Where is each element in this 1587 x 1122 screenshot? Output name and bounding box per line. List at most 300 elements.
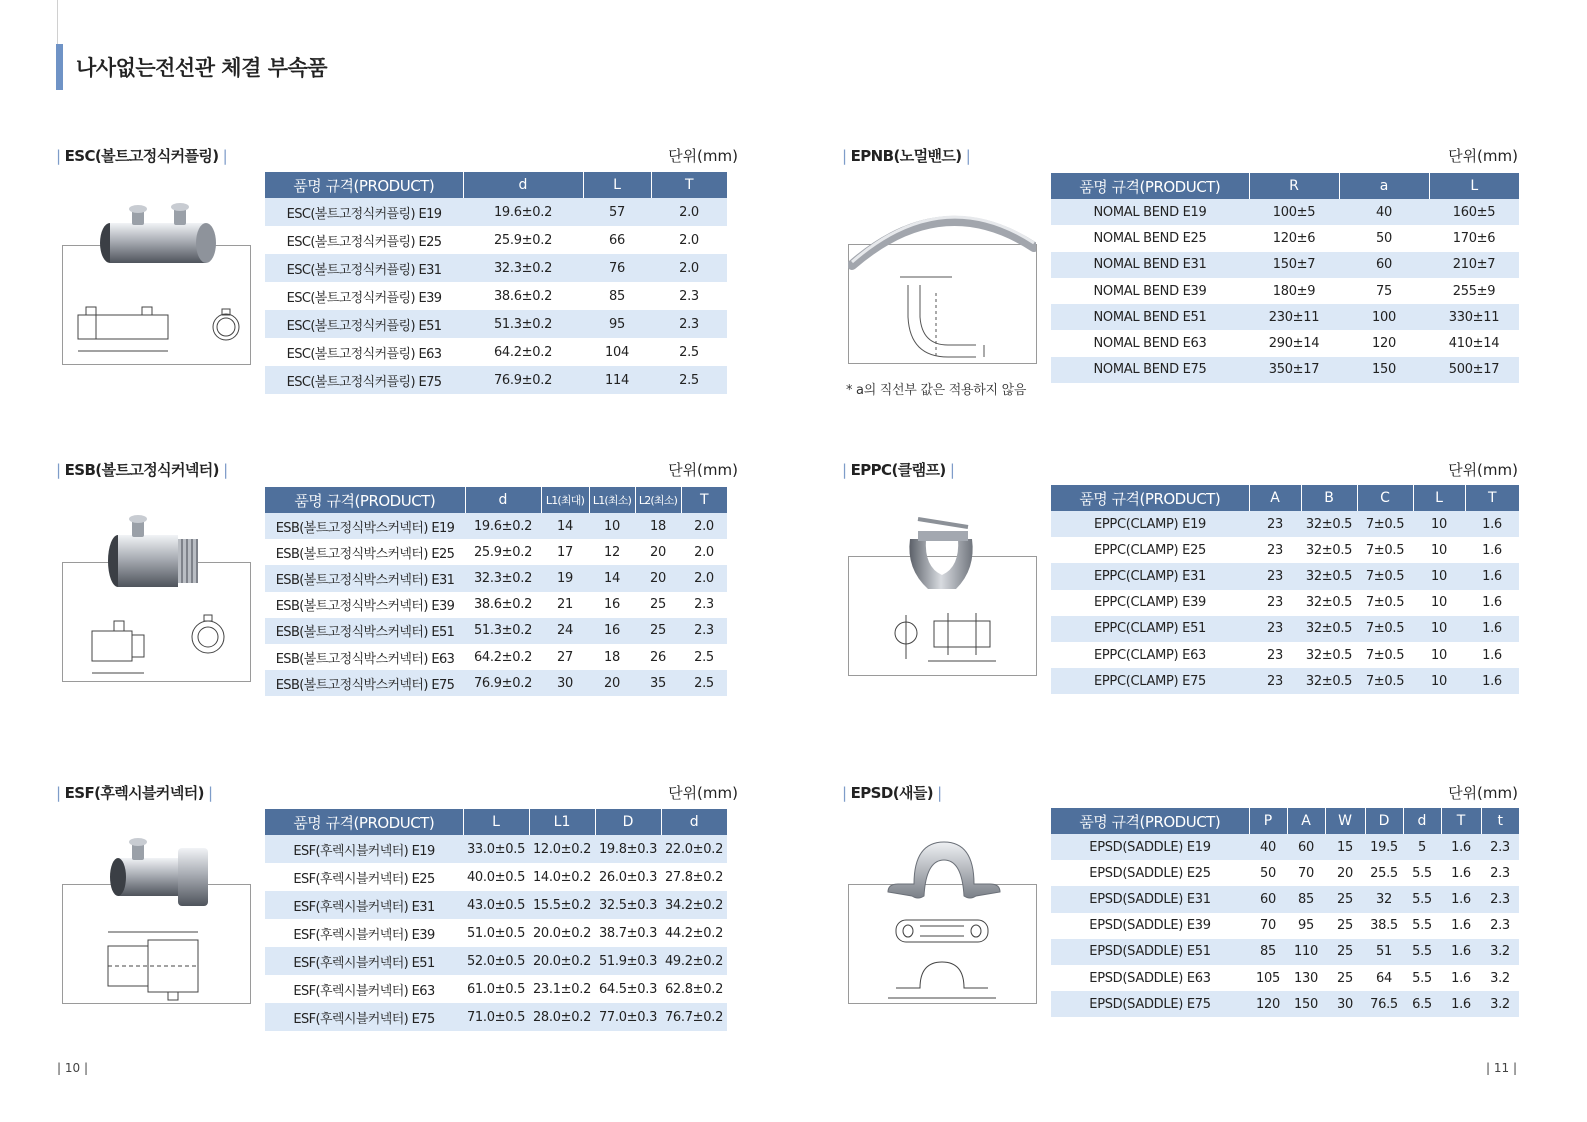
unit-label: 단위(mm) — [1448, 147, 1518, 165]
cell: 12 — [589, 539, 635, 565]
cell: 2.0 — [651, 198, 727, 226]
cell: 230±11 — [1249, 304, 1339, 330]
cell: 1.6 — [1465, 590, 1519, 616]
table-row — [265, 975, 727, 1003]
table-row — [1051, 642, 1519, 668]
table-row — [1051, 511, 1519, 537]
cell: 70 — [1249, 913, 1287, 939]
table-row — [1051, 886, 1519, 912]
cell: 2.3 — [651, 310, 727, 338]
cell: 2.0 — [651, 254, 727, 282]
title-bar-right: | — [933, 784, 942, 802]
cell: 20 — [589, 670, 635, 696]
cell: 32±0.5 — [1301, 563, 1357, 589]
cell: 10 — [1413, 668, 1465, 694]
cell: 1.6 — [1465, 642, 1519, 668]
section-title-text: EPSD(새들) — [850, 784, 934, 802]
cell: EPSD(SADDLE) E31 — [1051, 886, 1249, 912]
page-number-left: | 10 | — [57, 1061, 88, 1075]
cell: 62.8±0.2 — [661, 975, 727, 1003]
cell: 23 — [1249, 563, 1301, 589]
cell: 50 — [1339, 225, 1429, 251]
col-header: T — [1441, 808, 1481, 834]
cell: 10 — [1413, 511, 1465, 537]
cell: 1.6 — [1465, 511, 1519, 537]
cell: 38.5 — [1365, 913, 1403, 939]
spec-table-esf — [265, 809, 727, 1031]
table-row — [1051, 537, 1519, 563]
esc-coupling-illustration — [62, 197, 250, 369]
cell: 150 — [1339, 357, 1429, 383]
cell: 20.0±0.2 — [529, 919, 595, 947]
cell: 23.1±0.2 — [529, 975, 595, 1003]
table-row — [1051, 357, 1519, 383]
cell: ESB(볼트고정식박스커넥터) E25 — [265, 539, 465, 565]
cell: 19.8±0.3 — [595, 835, 661, 863]
cell: 2.0 — [651, 226, 727, 254]
cell: 2.3 — [651, 282, 727, 310]
section-title-text: ESC(볼트고정식커플링) — [64, 147, 219, 165]
cell: 33.0±0.5 — [463, 835, 529, 863]
cell: 20 — [1325, 860, 1365, 886]
cell: 2.0 — [681, 513, 727, 539]
cell: 30 — [541, 670, 589, 696]
table-row — [265, 282, 727, 310]
cell: 77.0±0.3 — [595, 1003, 661, 1031]
table-row — [265, 254, 727, 282]
cell: 95 — [1287, 913, 1325, 939]
section-title-text: EPPC(클램프) — [850, 461, 946, 479]
cell: 10 — [1413, 616, 1465, 642]
title-bar-right: | — [961, 147, 971, 165]
cell: 120±6 — [1249, 225, 1339, 251]
cell: 7±0.5 — [1357, 642, 1413, 668]
unit-label: 단위(mm) — [668, 461, 738, 479]
unit-label: 단위(mm) — [1448, 784, 1518, 802]
cell: 120 — [1339, 330, 1429, 356]
cell: ESF(후렉시블커넥터) E25 — [265, 863, 463, 891]
cell: 1.6 — [1465, 563, 1519, 589]
cell: 1.6 — [1465, 616, 1519, 642]
cell: NOMAL BEND E31 — [1051, 252, 1249, 278]
cell: 6.5 — [1403, 991, 1441, 1017]
cell: 25 — [635, 592, 681, 618]
cell: 17 — [541, 539, 589, 565]
cell: 255±9 — [1429, 278, 1519, 304]
table-row — [265, 618, 727, 644]
cell: ESF(후렉시블커넥터) E63 — [265, 975, 463, 1003]
saddle-illustration — [848, 838, 1036, 1006]
table-row — [265, 863, 727, 891]
cell: EPPC(CLAMP) E75 — [1051, 668, 1249, 694]
col-header: 품명 규격(PRODUCT) — [1051, 485, 1249, 511]
cell: 130 — [1287, 965, 1325, 991]
cell: 34.2±0.2 — [661, 891, 727, 919]
cell: 120 — [1249, 991, 1287, 1017]
cell: 10 — [1413, 590, 1465, 616]
unit-label: 단위(mm) — [668, 147, 738, 165]
col-header: W — [1325, 808, 1365, 834]
cell: ESB(볼트고정식박스커넥터) E19 — [265, 513, 465, 539]
cell: 170±6 — [1429, 225, 1519, 251]
title-accent-bar — [56, 44, 63, 90]
cell: 1.6 — [1441, 939, 1481, 965]
cell: 5.5 — [1403, 913, 1441, 939]
cell: EPPC(CLAMP) E51 — [1051, 616, 1249, 642]
cell: 38.6±0.2 — [465, 592, 541, 618]
table-row — [265, 1003, 727, 1031]
title-bar-right: | — [218, 147, 228, 165]
cell: 51.0±0.5 — [463, 919, 529, 947]
title-bar-left: | — [56, 461, 65, 479]
cell: ESC(볼트고정식커플링) E19 — [265, 198, 463, 226]
cell: 12.0±0.2 — [529, 835, 595, 863]
table-row — [265, 565, 727, 591]
col-header: A — [1287, 808, 1325, 834]
cell: 1.6 — [1441, 834, 1481, 860]
cell: 1.6 — [1465, 668, 1519, 694]
table-row — [265, 947, 727, 975]
col-header: 품명 규격(PRODUCT) — [1051, 173, 1249, 199]
cell: 100 — [1339, 304, 1429, 330]
section-epnb — [842, 145, 1522, 415]
col-header: L1(최대) — [541, 487, 589, 513]
table-row — [265, 338, 727, 366]
section-esf — [56, 782, 736, 1052]
cell: 49.2±0.2 — [661, 947, 727, 975]
cell: EPPC(CLAMP) E63 — [1051, 642, 1249, 668]
table-row — [1051, 834, 1519, 860]
table-row — [1051, 965, 1519, 991]
table-row — [1051, 252, 1519, 278]
cell: 1.6 — [1441, 991, 1481, 1017]
cell: 25 — [635, 618, 681, 644]
cell: ESC(볼트고정식커플링) E25 — [265, 226, 463, 254]
cell: 5.5 — [1403, 965, 1441, 991]
section-title — [842, 459, 954, 480]
cell: 14 — [589, 565, 635, 591]
cell: 85 — [1249, 939, 1287, 965]
table-row — [1051, 199, 1519, 225]
cell: 25.5 — [1365, 860, 1403, 886]
esb-connector-illustration — [62, 509, 250, 685]
cell: 50 — [1249, 860, 1287, 886]
cell: 26 — [635, 644, 681, 670]
cell: 15.5±0.2 — [529, 891, 595, 919]
cell: 14 — [541, 513, 589, 539]
title-bar-left: | — [56, 784, 65, 802]
col-header: d — [661, 809, 727, 835]
cell: 71.0±0.5 — [463, 1003, 529, 1031]
cell: 2.5 — [651, 338, 727, 366]
cell: 2.5 — [651, 366, 727, 394]
col-header: R — [1249, 173, 1339, 199]
cell: 330±11 — [1429, 304, 1519, 330]
cell: NOMAL BEND E63 — [1051, 330, 1249, 356]
cell: 64.2±0.2 — [463, 338, 583, 366]
cell: 95 — [583, 310, 651, 338]
cell: ESB(볼트고정식박스커넥터) E63 — [265, 644, 465, 670]
title-bar-right: | — [945, 461, 955, 479]
cell: 15 — [1325, 834, 1365, 860]
spec-table-eppc — [1051, 485, 1519, 694]
cell: 40.0±0.5 — [463, 863, 529, 891]
cell: 19.6±0.2 — [465, 513, 541, 539]
page-number-right: | 11 | — [1486, 1061, 1517, 1075]
col-header: a — [1339, 173, 1429, 199]
cell: 76 — [583, 254, 651, 282]
table-row — [1051, 913, 1519, 939]
cell: 32±0.5 — [1301, 642, 1357, 668]
cell: 105 — [1249, 965, 1287, 991]
cell: 2.5 — [681, 670, 727, 696]
section-esb — [56, 459, 736, 729]
table-header-row — [265, 172, 727, 198]
title-bar-right: | — [218, 461, 228, 479]
cell: 500±17 — [1429, 357, 1519, 383]
cell: 1.6 — [1441, 886, 1481, 912]
col-header: L1(최소) — [589, 487, 635, 513]
cell: 26.0±0.3 — [595, 863, 661, 891]
cell: 40 — [1249, 834, 1287, 860]
cell: 14.0±0.2 — [529, 863, 595, 891]
cell: 2.0 — [681, 565, 727, 591]
cell: EPSD(SADDLE) E75 — [1051, 991, 1249, 1017]
cell: EPPC(CLAMP) E31 — [1051, 563, 1249, 589]
cell: 10 — [1413, 642, 1465, 668]
cell: 350±17 — [1249, 357, 1339, 383]
spec-table-epsd — [1051, 808, 1519, 1017]
cell: 75 — [1339, 278, 1429, 304]
cell: 23 — [1249, 511, 1301, 537]
cell: 5 — [1403, 834, 1441, 860]
cell: 51 — [1365, 939, 1403, 965]
cell: 5.5 — [1403, 886, 1441, 912]
cell: EPSD(SADDLE) E51 — [1051, 939, 1249, 965]
cell: ESB(볼트고정식박스커넥터) E51 — [265, 618, 465, 644]
cell: 7±0.5 — [1357, 590, 1413, 616]
table-row — [1051, 563, 1519, 589]
cell: ESF(후렉시블커넥터) E19 — [265, 835, 463, 863]
section-eppc — [842, 459, 1522, 729]
cell: 35 — [635, 670, 681, 696]
cell: 7±0.5 — [1357, 668, 1413, 694]
cell: 23 — [1249, 668, 1301, 694]
cell: ESB(볼트고정식박스커넥터) E75 — [265, 670, 465, 696]
table-row — [1051, 860, 1519, 886]
cell: 3.2 — [1481, 991, 1519, 1017]
cell: 52.0±0.5 — [463, 947, 529, 975]
cell: NOMAL BEND E51 — [1051, 304, 1249, 330]
cell: 64.2±0.2 — [465, 644, 541, 670]
cell: 1.6 — [1441, 965, 1481, 991]
col-header: L1 — [529, 809, 595, 835]
cell: 290±14 — [1249, 330, 1339, 356]
cell: 19.5 — [1365, 834, 1403, 860]
cell: 18 — [635, 513, 681, 539]
cell: ESC(볼트고정식커플링) E51 — [265, 310, 463, 338]
title-bar-right: | — [203, 784, 213, 802]
section-title — [56, 145, 227, 166]
cell: 19 — [541, 565, 589, 591]
table-row — [265, 670, 727, 696]
cell: 210±7 — [1429, 252, 1519, 278]
table-row — [265, 891, 727, 919]
cell: 19.6±0.2 — [463, 198, 583, 226]
title-bar-left: | — [842, 147, 851, 165]
col-header: 품명 규격(PRODUCT) — [265, 487, 465, 513]
cell: 32±0.5 — [1301, 537, 1357, 563]
cell: 25 — [1325, 886, 1365, 912]
section-title-text: EPNB(노멀밴드) — [850, 147, 962, 165]
table-header-row — [265, 809, 727, 835]
col-header: 품명 규격(PRODUCT) — [265, 172, 463, 198]
unit-label: 단위(mm) — [668, 784, 738, 802]
table-row — [1051, 668, 1519, 694]
cell: 1.6 — [1465, 537, 1519, 563]
cell: ESF(후렉시블커넥터) E75 — [265, 1003, 463, 1031]
table-row — [1051, 330, 1519, 356]
cell: 32.5±0.3 — [595, 891, 661, 919]
footnote: * a의 직선부 값은 적용하지 않음 — [846, 383, 1027, 398]
cell: 150±7 — [1249, 252, 1339, 278]
page-title: 나사없는전선관 체결 부속품 — [76, 56, 328, 80]
cell: 76.9±0.2 — [465, 670, 541, 696]
cell: 76.9±0.2 — [463, 366, 583, 394]
cell: 22.0±0.2 — [661, 835, 727, 863]
col-header: D — [1365, 808, 1403, 834]
col-header: t — [1481, 808, 1519, 834]
cell: 110 — [1287, 939, 1325, 965]
cell: 2.3 — [1481, 834, 1519, 860]
table-header-row — [1051, 173, 1519, 199]
cell: 28.0±0.2 — [529, 1003, 595, 1031]
cell: EPSD(SADDLE) E63 — [1051, 965, 1249, 991]
cell: 5.5 — [1403, 939, 1441, 965]
cell: 38.6±0.2 — [463, 282, 583, 310]
cell: 25 — [1325, 913, 1365, 939]
col-header: 품명 규격(PRODUCT) — [265, 809, 463, 835]
col-header: d — [465, 487, 541, 513]
cell: 3.2 — [1481, 965, 1519, 991]
cell: 60 — [1339, 252, 1429, 278]
col-header: L — [1429, 173, 1519, 199]
cell: 32±0.5 — [1301, 616, 1357, 642]
cell: 23 — [1249, 537, 1301, 563]
col-header: T — [651, 172, 727, 198]
cell: 2.0 — [681, 539, 727, 565]
cell: 16 — [589, 592, 635, 618]
cell: 32±0.5 — [1301, 668, 1357, 694]
cell: 10 — [1413, 537, 1465, 563]
cell: 10 — [1413, 563, 1465, 589]
table-row — [265, 919, 727, 947]
cell: 32±0.5 — [1301, 511, 1357, 537]
table-row — [265, 366, 727, 394]
cell: 60 — [1287, 834, 1325, 860]
cell: 25.9±0.2 — [465, 539, 541, 565]
page-number-text: 10 — [64, 1061, 81, 1075]
spec-table-epnb — [1051, 173, 1519, 383]
cell: 25 — [1325, 939, 1365, 965]
cell: 32±0.5 — [1301, 590, 1357, 616]
cell: 180±9 — [1249, 278, 1339, 304]
table-row — [1051, 991, 1519, 1017]
cell: 18 — [589, 644, 635, 670]
top-divider — [57, 0, 58, 44]
cell: 76.5 — [1365, 991, 1403, 1017]
cell: 27 — [541, 644, 589, 670]
cell: 32.3±0.2 — [465, 565, 541, 591]
cell: 2.5 — [681, 644, 727, 670]
cell: 57 — [583, 198, 651, 226]
col-header: L2(최소) — [635, 487, 681, 513]
cell: EPSD(SADDLE) E39 — [1051, 913, 1249, 939]
cell: 16 — [589, 618, 635, 644]
title-bar-left: | — [842, 784, 851, 802]
col-header: L — [583, 172, 651, 198]
cell: 25.9±0.2 — [463, 226, 583, 254]
cell: 32.3±0.2 — [463, 254, 583, 282]
section-epsd — [842, 782, 1522, 1052]
cell: 10 — [589, 513, 635, 539]
cell: EPSD(SADDLE) E19 — [1051, 834, 1249, 860]
table-row — [265, 310, 727, 338]
cell: ESF(후렉시블커넥터) E31 — [265, 891, 463, 919]
cell: 2.3 — [681, 618, 727, 644]
cell: 7±0.5 — [1357, 616, 1413, 642]
cell: 21 — [541, 592, 589, 618]
cell: 61.0±0.5 — [463, 975, 529, 1003]
table-row — [265, 644, 727, 670]
table-row — [1051, 304, 1519, 330]
cell: 7±0.5 — [1357, 511, 1413, 537]
section-title — [842, 782, 942, 803]
cell: ESC(볼트고정식커플링) E75 — [265, 366, 463, 394]
cell: 150 — [1287, 991, 1325, 1017]
cell: EPSD(SADDLE) E25 — [1051, 860, 1249, 886]
title-bar-left: | — [842, 461, 851, 479]
section-title — [842, 145, 970, 166]
col-header: L — [1413, 485, 1465, 511]
cell: 51.9±0.3 — [595, 947, 661, 975]
cell: 27.8±0.2 — [661, 863, 727, 891]
cell: 64 — [1365, 965, 1403, 991]
cell: 51.3±0.2 — [465, 618, 541, 644]
cell: 30 — [1325, 991, 1365, 1017]
cell: 23 — [1249, 642, 1301, 668]
table-row — [1051, 225, 1519, 251]
spec-table-esc — [265, 172, 727, 394]
col-header: d — [463, 172, 583, 198]
table-header-row — [265, 487, 727, 513]
clamp-illustration — [848, 509, 1036, 677]
section-title-text: ESF(후렉시블커넥터) — [64, 784, 204, 802]
cell: 1.6 — [1441, 913, 1481, 939]
cell: ESB(볼트고정식박스커넥터) E39 — [265, 592, 465, 618]
cell: EPPC(CLAMP) E39 — [1051, 590, 1249, 616]
cell: 85 — [583, 282, 651, 310]
cell: EPPC(CLAMP) E19 — [1051, 511, 1249, 537]
cell: 5.5 — [1403, 860, 1441, 886]
cell: 25 — [1325, 965, 1365, 991]
table-row — [1051, 616, 1519, 642]
table-row — [265, 513, 727, 539]
table-header-row — [1051, 808, 1519, 834]
col-header: L — [463, 809, 529, 835]
title-bar-left: | — [56, 147, 65, 165]
cell: 2.3 — [1481, 860, 1519, 886]
